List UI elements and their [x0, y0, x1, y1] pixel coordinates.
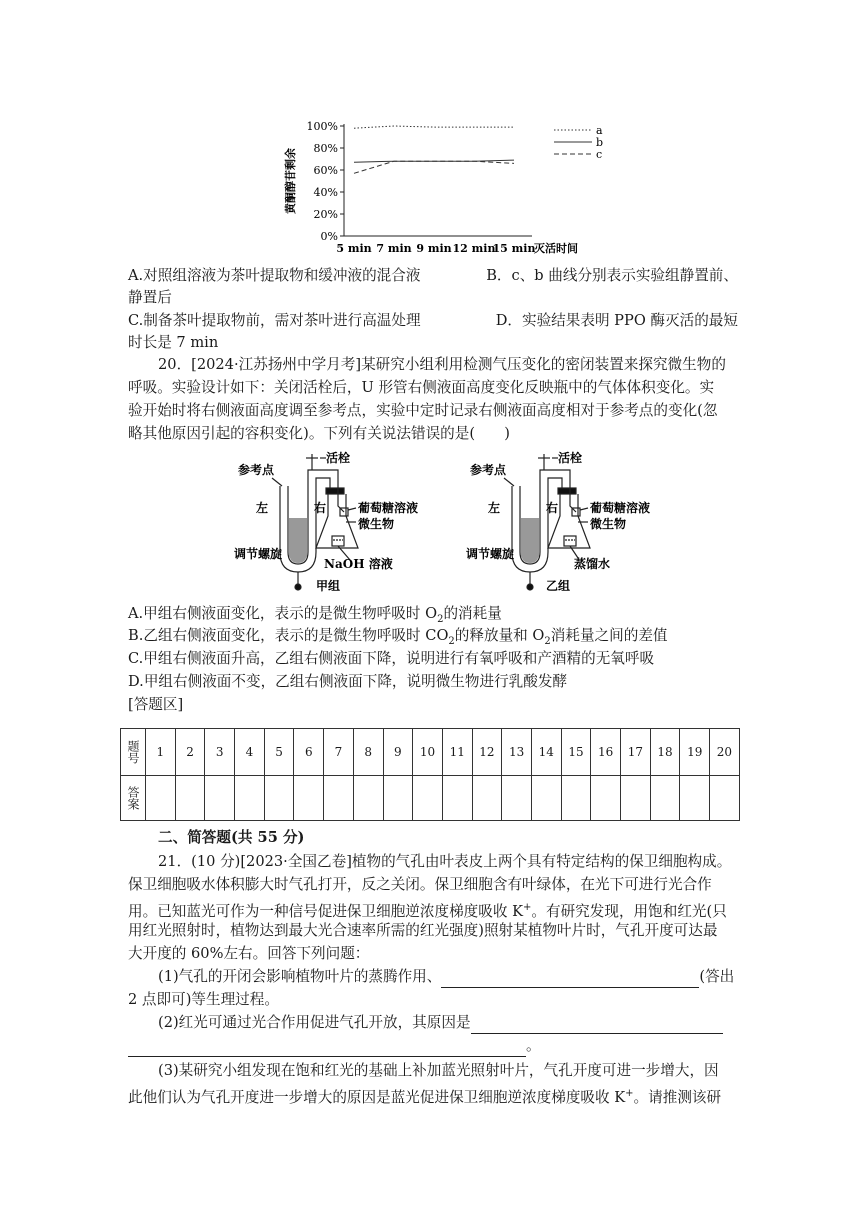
answer-table-answer-row: [121, 776, 740, 821]
q20-option-b: B.乙组右侧液面变化，表示的是微生物呼吸时 $CO_2$的释放量和 $O_2$消耗量之间的差值: [128, 627, 668, 647]
q21-part-3: (3)某研究小组发现在饱和红光的基础上补加蓝光照射叶片，气孔开度可进一步增大，因: [158, 1062, 719, 1079]
label-left-b: 左: [488, 501, 501, 515]
legend-label-c: c: [596, 148, 603, 161]
label-screw-a: 调节螺旋: [234, 547, 283, 561]
q20-stem-3: 验开始时将右侧液面高度调至参考点，实验中定时记录右侧液面高度相对于参考点的变化(忽: [128, 402, 718, 419]
answer-cell[interactable]: [591, 776, 621, 821]
answer-number-cell: 14: [531, 729, 561, 776]
flavonol-chart: [280, 112, 630, 262]
q20-stem-2: 呼吸。实验设计如下：关闭活栓后，U 形管右侧液面高度变化反映瓶中的气体体积变化。实: [128, 379, 715, 396]
answer-cell[interactable]: [621, 776, 651, 821]
label-microbe-b: 微生物: [590, 517, 627, 531]
x-axis-label: 灭活时间: [534, 242, 578, 255]
q21-stem-5: 大开度的 60%左右。回答下列问题：: [128, 945, 370, 962]
answer-cell[interactable]: [146, 776, 176, 821]
legend-label-b: b: [596, 136, 604, 149]
answer-cell[interactable]: [413, 776, 443, 821]
section-2-heading: 二、简答题(共 55 分): [158, 829, 305, 846]
q20-option-a: A.甲组右侧液面变化，表示的是微生物呼吸时 $O_2$的消耗量: [128, 605, 502, 625]
x-tick-label: 5 min: [336, 242, 372, 255]
q20-option-d: D.甲组右侧液面不变，乙组右侧液面下降，说明微生物进行乳酸发酵: [128, 673, 568, 690]
label-glucose-a: 葡萄糖溶液: [358, 501, 419, 515]
label-right-b: 右: [546, 501, 559, 515]
q21-part-1: (1)气孔的开闭会影响植物叶片的蒸腾作用、 (答出: [158, 966, 738, 988]
answer-number-cell: 17: [621, 729, 651, 776]
q19-option-row-cd: [128, 310, 738, 332]
answer-number-cell: 3: [205, 729, 235, 776]
answer-table: [120, 728, 740, 821]
answer-cell[interactable]: [353, 776, 383, 821]
q20-stem-4: 略其他原因引起的容积变化)。下列有关说法错误的是( ): [128, 425, 510, 442]
answer-cell[interactable]: [205, 776, 235, 821]
q19-option-d: D．实验结果表明 PPO 酶灭活的最短: [495, 312, 738, 329]
legend-label-a: a: [596, 124, 603, 137]
answer-cell[interactable]: [561, 776, 591, 821]
label-stopcock-b: 活栓: [558, 451, 583, 465]
answer-cell[interactable]: [383, 776, 413, 821]
q19-option-row-ab: [128, 265, 738, 287]
answer-cell[interactable]: [650, 776, 680, 821]
answer-number-cell: 16: [591, 729, 621, 776]
answer-cell[interactable]: [175, 776, 205, 821]
answer-number-cell: 10: [413, 729, 443, 776]
answer-number-cell: 5: [264, 729, 294, 776]
label-screw-b: 调节螺旋: [466, 547, 515, 561]
q21-stem-2: 保卫细胞吸水体积膨大时气孔打开，反之关闭。保卫细胞含有叶绿体，在光下可进行光合作: [128, 876, 712, 893]
answer-number-cell: 1: [146, 729, 176, 776]
answer-number-cell: 18: [650, 729, 680, 776]
answer-table-head-number: 题号: [121, 729, 146, 776]
answer-number-cell: 20: [710, 729, 740, 776]
answer-cell[interactable]: [235, 776, 265, 821]
x-tick-label: 7 min: [376, 242, 412, 255]
label-right-a: 右: [314, 501, 327, 515]
answer-cell[interactable]: [324, 776, 354, 821]
q21-part-1-cont: 2 点即可)等生理过程。: [128, 991, 279, 1008]
q19-option-c: C.制备茶叶提取物前，需对茶叶进行高温处理: [128, 312, 421, 329]
q20-stem-1: 20．[2024·江苏扬州中学月考]某研究小组利用检测气压变化的密闭装置来探究微生物的: [158, 356, 726, 373]
label-left-a: 左: [256, 501, 269, 515]
x-tick-label: 15 min: [492, 242, 536, 255]
answer-number-cell: 19: [680, 729, 710, 776]
answer-cell[interactable]: [502, 776, 532, 821]
q21-part-2: (2)红光可通过光合作用促进气孔开放，其原因是: [158, 1012, 738, 1034]
x-tick-label: 12 min: [452, 242, 496, 255]
answer-area-label: [答题区]: [128, 696, 184, 713]
y-axis-label: 黄酮醇苷剩余: [284, 148, 297, 214]
label-naoh: NaOH 溶液: [324, 557, 393, 571]
q20-option-c: C.甲组右侧液面升高，乙组右侧液面下降，说明进行有氧呼吸和产酒精的无氧呼吸: [128, 650, 655, 667]
apparatus-figure: [228, 448, 688, 600]
answer-number-cell: 7: [324, 729, 354, 776]
q21-part-2-blank[interactable]: [471, 1017, 723, 1034]
label-group-a: 甲组: [316, 579, 341, 593]
label-group-b: 乙组: [546, 579, 571, 593]
answer-cell[interactable]: [472, 776, 502, 821]
q21-part-2-cont: 。: [128, 1035, 738, 1057]
answer-number-cell: 12: [472, 729, 502, 776]
y-tick-label: 60%: [313, 164, 338, 177]
series-line-a: [354, 126, 514, 128]
label-ref-b: 参考点: [470, 463, 507, 477]
label-ref-a: 参考点: [238, 463, 275, 477]
q21-part-3-cont: 此他们认为气孔开度进一步增大的原因是蓝光促进保卫细胞逆浓度梯度吸收 K+。请推测该研: [128, 1088, 722, 1106]
answer-cell[interactable]: [680, 776, 710, 821]
series-line-c: [354, 161, 514, 173]
answer-cell[interactable]: [531, 776, 561, 821]
answer-number-cell: 15: [561, 729, 591, 776]
answer-number-cell: 6: [294, 729, 324, 776]
y-tick-label: 80%: [313, 142, 338, 155]
answer-number-cell: 2: [175, 729, 205, 776]
q21-stem-3: 用。已知蓝光可作为一种信号促进保卫细胞逆浓度梯度吸收 K+。有研究发现，用饱和红光(只: [128, 902, 727, 920]
x-tick-label: 9 min: [416, 242, 452, 255]
answer-table-head-answer: 答案: [121, 776, 146, 821]
y-tick-label: 0%: [320, 230, 338, 243]
q19-option-d-cont: 时长是 7 min: [128, 334, 219, 351]
answer-cell[interactable]: [710, 776, 740, 821]
label-stopcock-a: 活栓: [326, 451, 351, 465]
answer-number-cell: 4: [235, 729, 265, 776]
q19-option-b: B．c、b 曲线分别表示实验组静置前、: [486, 267, 738, 284]
q19-option-b-cont: 静置后: [128, 289, 172, 306]
answer-cell[interactable]: [264, 776, 294, 821]
q21-part-2-blank-2[interactable]: [128, 1040, 526, 1057]
y-tick-label: 20%: [313, 208, 338, 221]
answer-table-number-row: [121, 729, 740, 776]
y-tick-label: 40%: [313, 186, 338, 199]
q21-part-1-blank[interactable]: [441, 971, 699, 988]
label-glucose-b: 葡萄糖溶液: [590, 501, 651, 515]
answer-number-cell: 11: [442, 729, 472, 776]
q21-stem-1: 21．(10 分)[2023·全国乙卷]植物的气孔由叶表皮上两个具有特定结构的保卫细胞构成。: [158, 853, 732, 870]
y-tick-label: 100%: [306, 120, 338, 133]
answer-cell[interactable]: [294, 776, 324, 821]
label-water: 蒸馏水: [574, 557, 611, 571]
answer-number-cell: 8: [353, 729, 383, 776]
q21-stem-4: 用红光照射时，植物达到最大光合速率所需的红光强度)照射某植物叶片时，气孔开度可达最: [128, 922, 718, 939]
label-microbe-a: 微生物: [358, 517, 395, 531]
q19-option-a: A.对照组溶液为茶叶提取物和缓冲液的混合液: [128, 267, 421, 284]
answer-cell[interactable]: [442, 776, 472, 821]
answer-number-cell: 13: [502, 729, 532, 776]
answer-number-cell: 9: [383, 729, 413, 776]
